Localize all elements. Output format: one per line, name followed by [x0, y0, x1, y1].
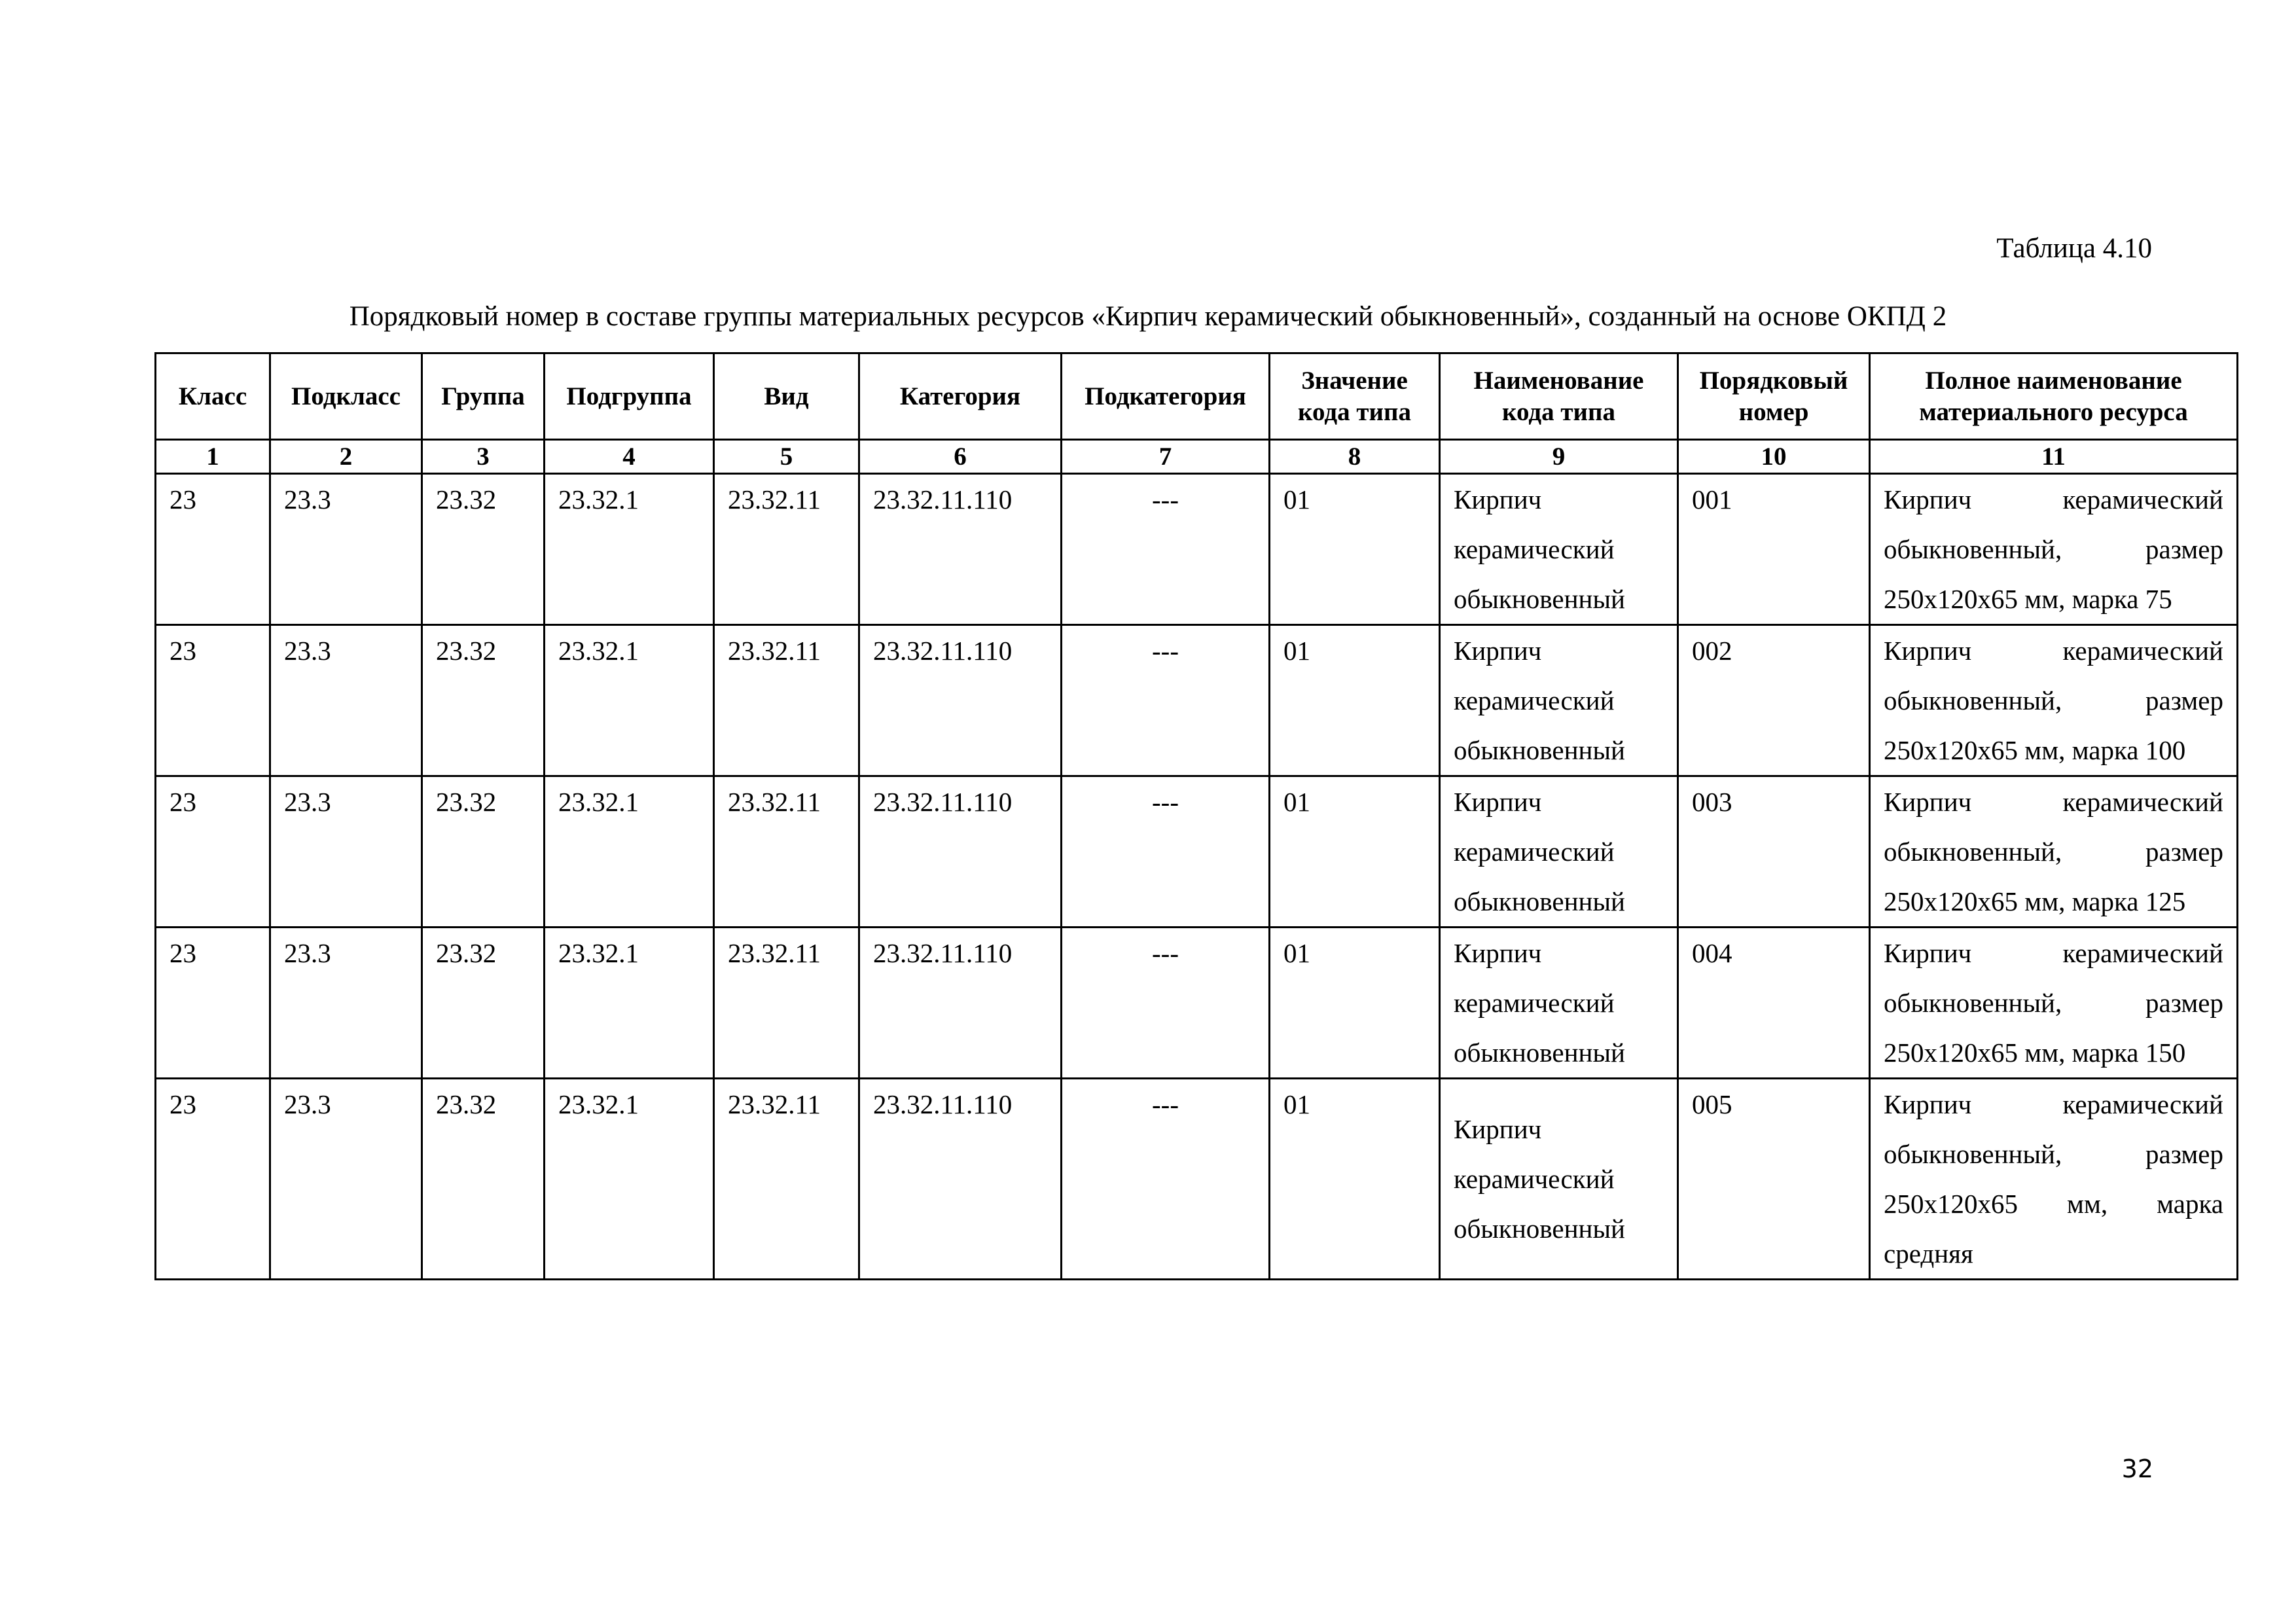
header-category: Категория	[859, 353, 1062, 440]
column-number-row	[156, 440, 2238, 474]
cell-full-resource-name: Кирпич керамический обыкновенный, размер 250х120х65 мм, марка 125	[1870, 776, 2238, 928]
cell-type-code-name: Кирпич керамический обыкновенный	[1440, 1079, 1678, 1280]
cell-full-resource-name: Кирпич керамический обыкновенный, размер 250х120х65 мм, марка 150	[1870, 928, 2238, 1079]
column-number: 9	[1440, 440, 1678, 474]
cell-type-code-value: 01	[1270, 625, 1440, 776]
cell-kind: 23.32.11	[714, 928, 859, 1079]
cell-subgroup: 23.32.1	[545, 1079, 714, 1280]
header-serial-number: Порядковый номер	[1678, 353, 1870, 440]
cell-subclass: 23.3	[270, 625, 422, 776]
page-number: 32	[2121, 1454, 2153, 1483]
cell-subclass: 23.3	[270, 776, 422, 928]
header-row	[156, 353, 2238, 440]
column-number: 8	[1270, 440, 1440, 474]
cell-category: 23.32.11.110	[859, 1079, 1062, 1280]
cell-class: 23	[156, 474, 270, 625]
header-subgroup: Подгруппа	[545, 353, 714, 440]
cell-kind: 23.32.11	[714, 776, 859, 928]
column-number: 7	[1062, 440, 1270, 474]
column-number: 3	[422, 440, 545, 474]
cell-serial-number: 004	[1678, 928, 1870, 1079]
table-caption: Порядковый номер в составе группы материальных ресурсов «Кирпич керамический обыкновенный», созданный на основе ОКПД 2	[349, 301, 1947, 332]
cell-subgroup: 23.32.1	[545, 776, 714, 928]
cell-type-code-value: 01	[1270, 928, 1440, 1079]
cell-subgroup: 23.32.1	[545, 474, 714, 625]
cell-subclass: 23.3	[270, 1079, 422, 1280]
header-type-code-name: Наименование кода типа	[1440, 353, 1678, 440]
header-type-code-value: Значение кода типа	[1270, 353, 1440, 440]
table-row	[156, 1079, 2238, 1280]
column-number: 2	[270, 440, 422, 474]
cell-subcategory: ---	[1062, 625, 1270, 776]
header-class: Класс	[156, 353, 270, 440]
table-row	[156, 776, 2238, 928]
cell-class: 23	[156, 1079, 270, 1280]
cell-kind: 23.32.11	[714, 474, 859, 625]
cell-subclass: 23.3	[270, 474, 422, 625]
header-subclass: Подкласс	[270, 353, 422, 440]
cell-serial-number: 005	[1678, 1079, 1870, 1280]
column-number: 11	[1870, 440, 2238, 474]
column-number: 10	[1678, 440, 1870, 474]
header-kind: Вид	[714, 353, 859, 440]
cell-serial-number: 002	[1678, 625, 1870, 776]
cell-group: 23.32	[422, 474, 545, 625]
header-group: Группа	[422, 353, 545, 440]
cell-full-resource-name: Кирпич керамический обыкновенный, размер 250х120х65 мм, марка 100	[1870, 625, 2238, 776]
table-label: Таблица 4.10	[1996, 233, 2152, 264]
cell-subcategory: ---	[1062, 776, 1270, 928]
cell-group: 23.32	[422, 625, 545, 776]
cell-category: 23.32.11.110	[859, 776, 1062, 928]
resource-code-table	[154, 352, 2238, 1280]
cell-class: 23	[156, 928, 270, 1079]
cell-subclass: 23.3	[270, 928, 422, 1079]
header-full-resource-name: Полное наименование материального ресурса	[1870, 353, 2238, 440]
column-number: 5	[714, 440, 859, 474]
cell-type-code-name: Кирпич керамический обыкновенный	[1440, 625, 1678, 776]
cell-serial-number: 003	[1678, 776, 1870, 928]
column-number: 1	[156, 440, 270, 474]
cell-full-resource-name: Кирпич керамический обыкновенный, размер 250х120х65 мм, марка 75	[1870, 474, 2238, 625]
cell-category: 23.32.11.110	[859, 474, 1062, 625]
cell-type-code-value: 01	[1270, 474, 1440, 625]
cell-class: 23	[156, 776, 270, 928]
cell-group: 23.32	[422, 776, 545, 928]
cell-type-code-name: Кирпич керамический обыкновенный	[1440, 776, 1678, 928]
cell-type-code-name: Кирпич керамический обыкновенный	[1440, 928, 1678, 1079]
cell-type-code-name: Кирпич керамический обыкновенный	[1440, 474, 1678, 625]
cell-type-code-value: 01	[1270, 776, 1440, 928]
table-row	[156, 928, 2238, 1079]
column-number: 4	[545, 440, 714, 474]
cell-subcategory: ---	[1062, 928, 1270, 1079]
cell-serial-number: 001	[1678, 474, 1870, 625]
table-row	[156, 625, 2238, 776]
header-subcategory: Подкатегория	[1062, 353, 1270, 440]
cell-kind: 23.32.11	[714, 1079, 859, 1280]
cell-subcategory: ---	[1062, 1079, 1270, 1280]
cell-group: 23.32	[422, 1079, 545, 1280]
cell-group: 23.32	[422, 928, 545, 1079]
cell-category: 23.32.11.110	[859, 625, 1062, 776]
table-row	[156, 474, 2238, 625]
cell-subgroup: 23.32.1	[545, 625, 714, 776]
column-number: 6	[859, 440, 1062, 474]
cell-subgroup: 23.32.1	[545, 928, 714, 1079]
cell-full-resource-name: Кирпич керамический обыкновенный, размер 250х120х65 мм, марка средняя	[1870, 1079, 2238, 1280]
cell-subcategory: ---	[1062, 474, 1270, 625]
cell-class: 23	[156, 625, 270, 776]
cell-kind: 23.32.11	[714, 625, 859, 776]
cell-type-code-value: 01	[1270, 1079, 1440, 1280]
cell-category: 23.32.11.110	[859, 928, 1062, 1079]
